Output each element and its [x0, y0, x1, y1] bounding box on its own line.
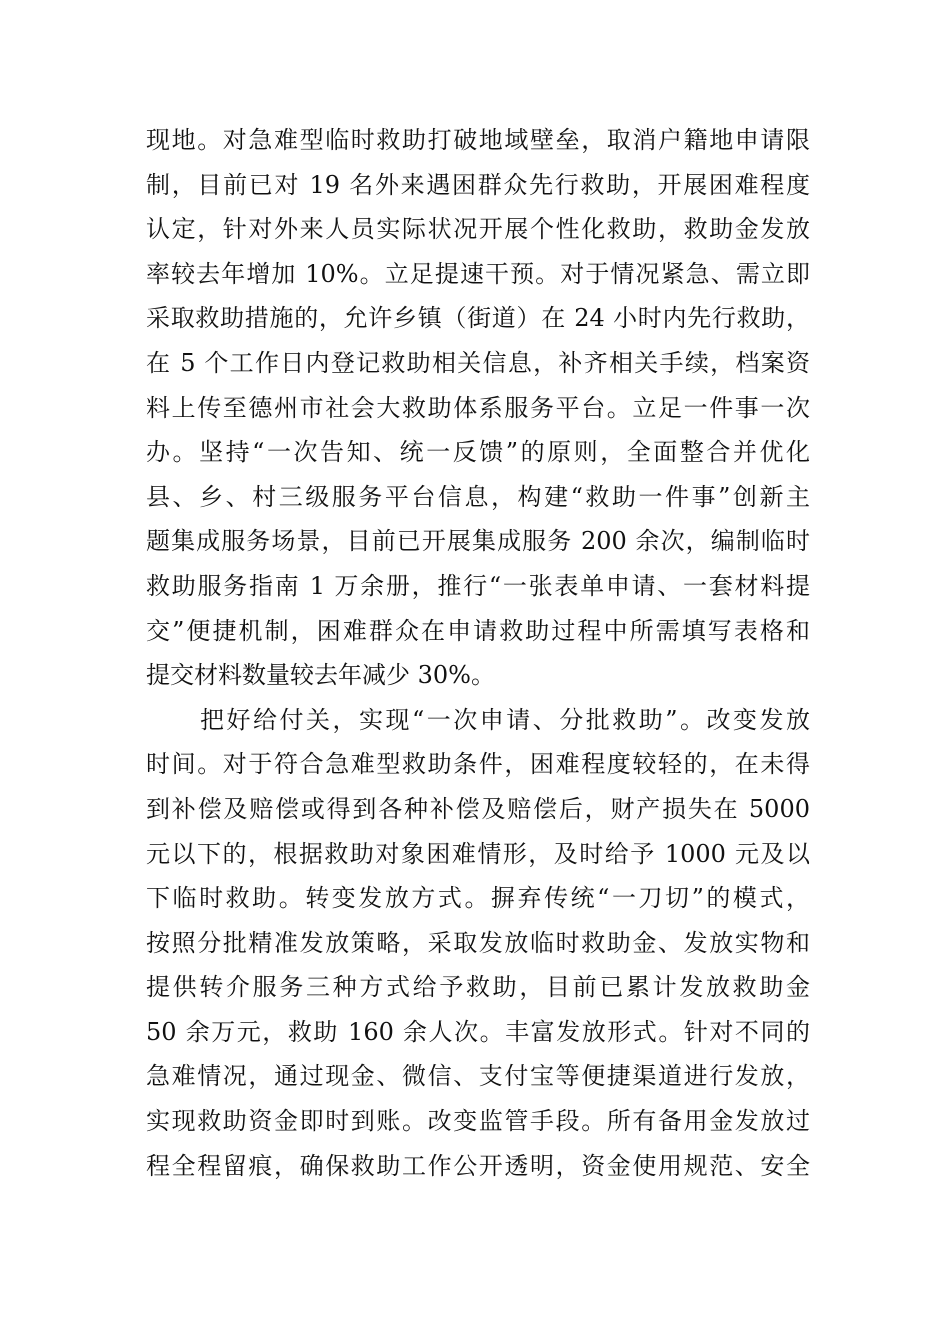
text-line: 料上传至德州市社会大救助体系服务平台。立足一件事一次 [146, 393, 810, 422]
text-line: 元以下的，根据救助对象困难情形，及时给予 1000 元及以 [146, 839, 810, 868]
text-line: 题集成服务场景，目前已开展集成服务 200 余次，编制临时 [146, 527, 810, 556]
text-line: 率较去年增加 10%。立足提速干预。对于情况紧急、需立即 [146, 259, 810, 288]
text-line: 办。坚持“一次告知、统一反馈”的原则，全面整合并优化 [146, 438, 810, 467]
text-line: 把好给付关，实现“一次申请、分批救助”。改变发放 [200, 705, 810, 734]
paragraph-2 [146, 698, 810, 1189]
text-line: 实现救助资金即时到账。改变监管手段。所有备用金发放过 [146, 1107, 810, 1136]
text-line: 在 5 个工作日内登记救助相关信息，补齐相关手续，档案资 [146, 348, 810, 377]
text-line: 救助服务指南 1 万余册，推行“一张表单申请、一套材料提 [146, 571, 810, 600]
text-line: 时间。对于符合急难型救助条件，困难程度较轻的，在未得 [146, 750, 810, 779]
text-line: 按照分批精准发放策略，采取发放临时救助金、发放实物和 [146, 928, 810, 957]
text-line: 提交材料数量较去年减少 30%。 [146, 661, 495, 690]
paragraph-1 [146, 118, 810, 698]
text-line: 认定，针对外来人员实际状况开展个性化救助，救助金发放 [146, 215, 810, 244]
text-line: 50 余万元，救助 160 余人次。丰富发放形式。针对不同的 [146, 1017, 810, 1046]
body-text [146, 118, 810, 1188]
text-line: 县、乡、村三级服务平台信息，构建“救助一件事”创新主 [146, 482, 810, 511]
text-line: 下临时救助。转变发放方式。摒弃传统“一刀切”的模式， [146, 884, 810, 913]
text-line: 急难情况，通过现金、微信、支付宝等便捷渠道进行发放， [146, 1062, 810, 1091]
text-line: 现地。对急难型临时救助打破地域壁垒，取消户籍地申请限 [146, 126, 810, 154]
text-line: 程全程留痕，确保救助工作公开透明，资金使用规范、安全 [146, 1151, 810, 1180]
text-line: 提供转介服务三种方式给予救助，目前已累计发放救助金 [146, 973, 810, 1002]
text-line: 采取救助措施的，允许乡镇（街道）在 24 小时内先行救助， [146, 304, 810, 333]
text-line: 到补偿及赔偿或得到各种补偿及赔偿后，财产损失在 5000 [146, 794, 810, 823]
text-line: 交”便捷机制，困难群众在申请救助过程中所需填写表格和 [146, 616, 810, 645]
text-line: 制，目前已对 19 名外来遇困群众先行救助，开展困难程度 [146, 170, 810, 199]
